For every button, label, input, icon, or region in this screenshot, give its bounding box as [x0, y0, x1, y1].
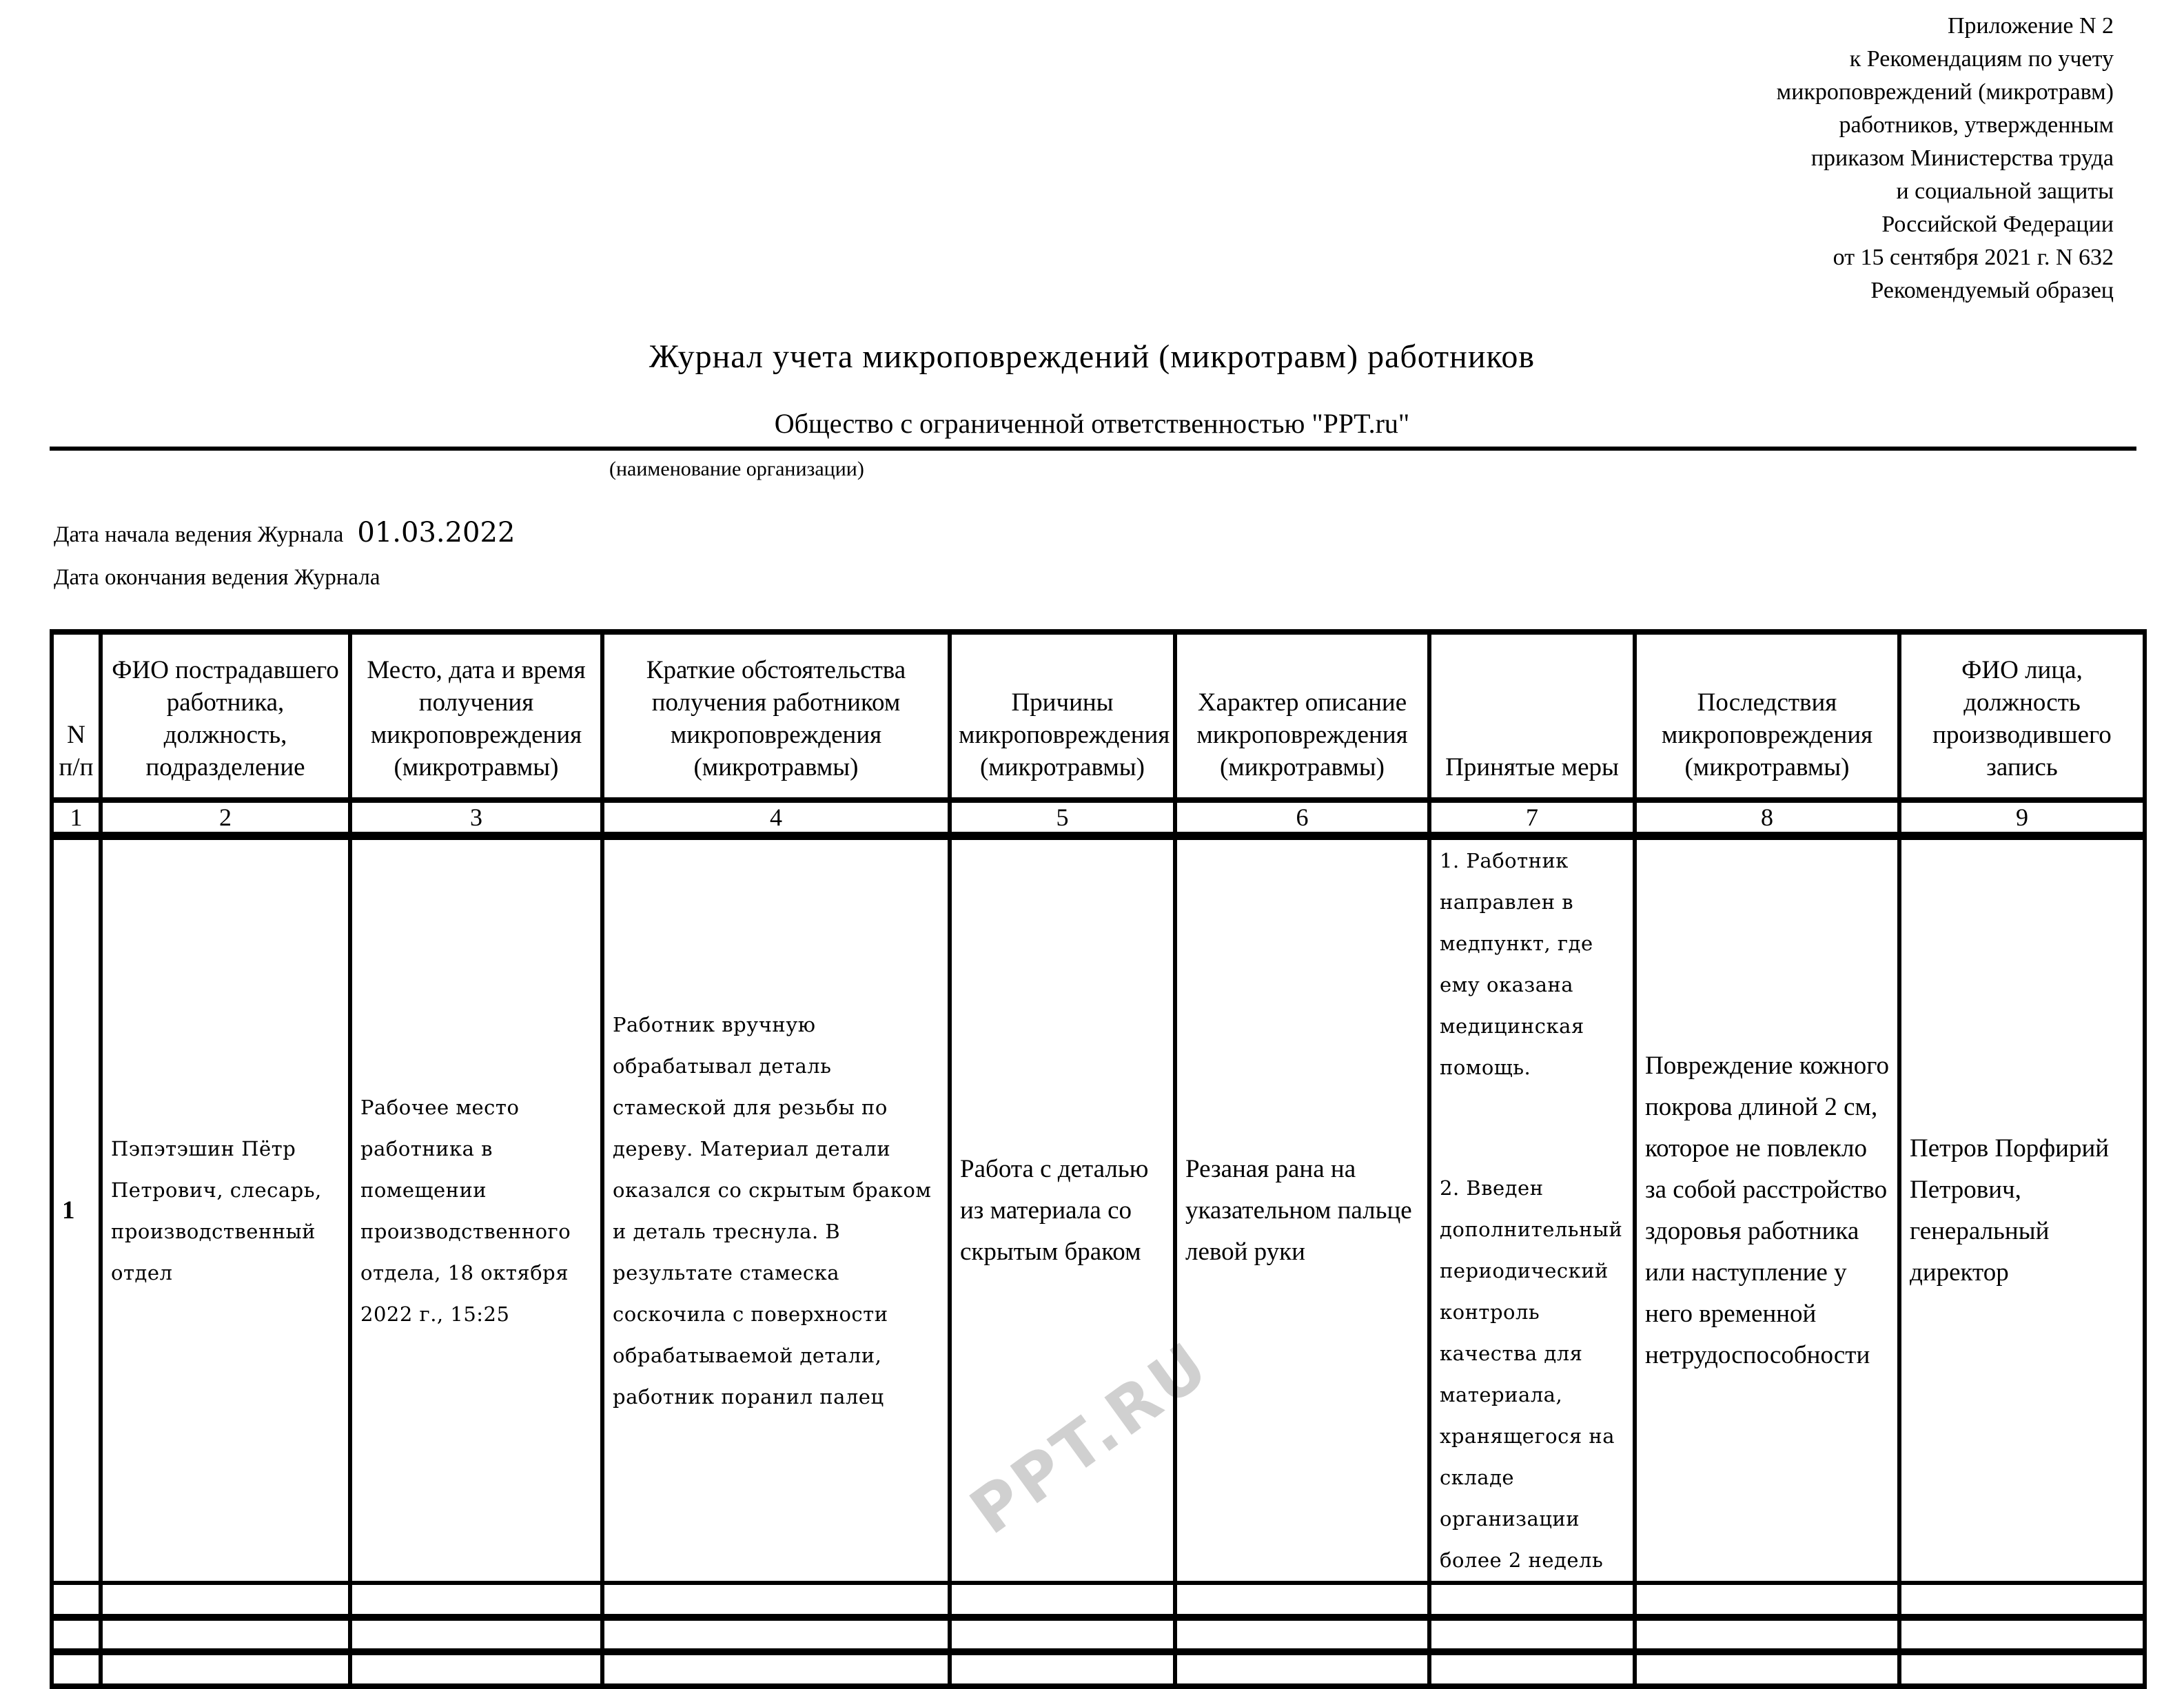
empty-cell	[350, 1617, 602, 1652]
empty-cell	[1175, 1583, 1429, 1617]
empty-cell	[950, 1583, 1175, 1617]
appendix-line: Рекомендуемый образец	[1870, 278, 2114, 303]
measures-paragraph-2: 2. Введен дополнительный периодический контроль качества для материала, хранящегося на складе организации более 2 недель	[1440, 1176, 1623, 1572]
column-number: 7	[1429, 800, 1635, 836]
column-number: 8	[1635, 800, 1899, 836]
col-header-circumstances: Краткие обстоятельства получения работником микроповреждения (микротравмы)	[602, 632, 950, 800]
col-header-num: N п/п	[52, 632, 101, 800]
empty-cell	[1175, 1652, 1429, 1686]
ppt-ru-watermark: PPT.RU	[957, 1327, 1224, 1549]
empty-cell	[602, 1583, 950, 1617]
column-number: 1	[52, 800, 101, 836]
appendix-line: от 15 сентября 2021 г. N 632	[1833, 245, 2114, 270]
empty-cell	[1899, 1652, 2145, 1686]
empty-cell	[52, 1652, 101, 1686]
cell-place: Рабочее место работника в помещении производственного отдела, 18 октября 2022 г., 15:25	[350, 836, 602, 1583]
empty-cell	[350, 1652, 602, 1686]
column-number: 9	[1899, 800, 2145, 836]
column-number: 6	[1175, 800, 1429, 836]
col-header-place: Место, дата и время получения микроповреждения (микротравмы)	[350, 632, 602, 800]
col-header-recorder: ФИО лица, должность производившего запись	[1899, 632, 2145, 800]
empty-cell	[350, 1583, 602, 1617]
empty-cell	[1429, 1583, 1635, 1617]
empty-cell	[950, 1652, 1175, 1686]
empty-cell	[1429, 1652, 1635, 1686]
cell-circumstances: Работник вручную обрабатывал деталь стамеской для резьбы по дереву. Материал детали оказался со скрытым браком и деталь треснула. В результате стамеска соскочила с поверхности обрабатываемой детали, работник поранил палец	[602, 836, 950, 1583]
table-row	[52, 836, 2145, 1583]
column-number-row	[52, 800, 2145, 836]
empty-cell	[1635, 1617, 1899, 1652]
empty-table-row	[52, 1617, 2145, 1652]
appendix-line: работников, утвержденным	[1839, 112, 2114, 138]
measures-paragraph-1: 1. Работник направлен в медпункт, где ему оказана медицинская помощь.	[1440, 849, 1593, 1079]
appendix-reference-block	[1777, 10, 2114, 307]
appendix-line: и социальной защиты	[1896, 178, 2114, 204]
cell-nature: Резаная рана на указательном пальце левой руки	[1175, 836, 1429, 1583]
appendix-line: Приложение N 2	[1947, 13, 2114, 39]
empty-cell	[52, 1583, 101, 1617]
empty-cell	[1899, 1617, 2145, 1652]
page-title: Журнал учета микроповреждений (микротравм) работников	[649, 338, 1535, 375]
empty-cell	[602, 1617, 950, 1652]
empty-cell	[101, 1652, 350, 1686]
microtrauma-journal-table	[50, 629, 2147, 1689]
journal-start-date-line	[54, 517, 2184, 549]
empty-cell	[101, 1617, 350, 1652]
empty-cell	[1429, 1617, 1635, 1652]
journal-end-date-label: Дата окончания ведения Журнала	[54, 565, 380, 590]
organization-name-caption: (наименование организации)	[609, 458, 864, 480]
empty-cell	[602, 1652, 950, 1686]
col-header-nature: Характер описание микроповреждения (микротравмы)	[1175, 632, 1429, 800]
cell-num: 1	[52, 836, 101, 1583]
empty-cell	[950, 1617, 1175, 1652]
journal-end-date-line	[54, 565, 2184, 591]
empty-cell	[1899, 1583, 2145, 1617]
empty-cell	[1635, 1583, 1899, 1617]
cell-consequences: Повреждение кожного покрова длиной 2 см, которое не повлекло за собой расстройство здоровья работника или наступление у него временной нетрудоспособности	[1635, 836, 1899, 1583]
empty-table-row	[52, 1583, 2145, 1617]
empty-cell	[1175, 1617, 1429, 1652]
empty-cell	[52, 1617, 101, 1652]
col-header-causes: Причины микроповреждения (микротравмы)	[950, 632, 1175, 800]
cell-measures	[1429, 836, 1635, 1583]
appendix-line: Российской Федерации	[1881, 212, 2114, 237]
header-row	[52, 632, 2145, 800]
empty-table-row	[52, 1652, 2145, 1686]
appendix-line: приказом Министерства труда	[1810, 145, 2114, 171]
column-number: 3	[350, 800, 602, 836]
column-number: 4	[602, 800, 950, 836]
document-page	[0, 10, 2184, 1657]
column-number: 2	[101, 800, 350, 836]
organization-name: Общество с ограниченной ответственностью "PPT.ru"	[774, 408, 1410, 439]
journal-table-zone	[50, 629, 2147, 1689]
journal-dates	[54, 517, 2184, 591]
cell-fio: Пэпэтэшин Пётр Петрович, слесарь, производственный отдел	[101, 836, 350, 1583]
col-header-measures: Принятые меры	[1429, 632, 1635, 800]
col-header-fio: ФИО пострадавшего работника, должность, подразделение	[101, 632, 350, 800]
col-header-consequences: Последствия микроповреждения (микротравмы)	[1635, 632, 1899, 800]
journal-start-date-label: Дата начала ведения Журнала	[54, 522, 344, 547]
appendix-line: микроповреждений (микротравм)	[1776, 79, 2114, 105]
appendix-line: к Рекомендациям по учету	[1849, 46, 2114, 72]
empty-cell	[101, 1583, 350, 1617]
cell-causes: Работа с деталью из материала со скрытым браком	[950, 836, 1175, 1583]
organization-name-underline	[50, 447, 2136, 451]
empty-cell	[1635, 1652, 1899, 1686]
journal-start-date-value: 01.03.2022	[357, 517, 516, 549]
cell-recorder: Петров Порфирий Петрович, генеральный директор	[1899, 836, 2145, 1583]
column-number: 5	[950, 800, 1175, 836]
